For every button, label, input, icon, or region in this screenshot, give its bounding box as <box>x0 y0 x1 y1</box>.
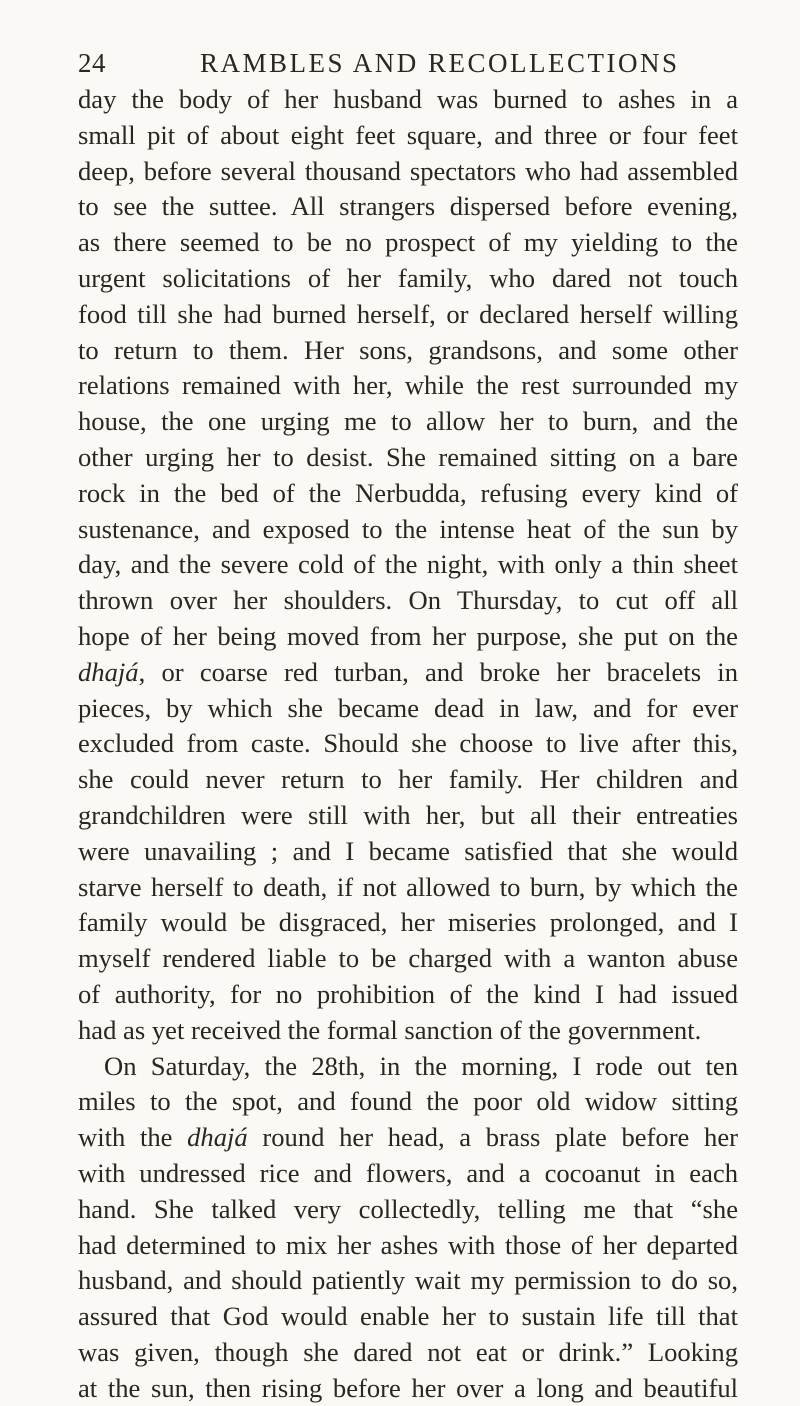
text-line: she could never return to her family. Her children and <box>78 764 738 795</box>
text-line: day the body of her husband was burned to ashes in a <box>78 84 738 114</box>
text-line: as there seemed to be no prospect of my yielding to the <box>78 227 738 258</box>
text-line: thrown over her shoulders. On Thursday, to cut off all <box>78 585 738 616</box>
running-head: RAMBLES AND RECOLLECTIONS <box>200 48 680 78</box>
text-line: husband, and should patiently wait my permission to do so, <box>78 1265 738 1296</box>
text-line-segment: , or coarse red turban, and broke her bracelets in <box>138 656 738 687</box>
text-line-segment: round her head, a brass plate before her <box>247 1122 738 1153</box>
text-line: pieces, by which she became dead in law, and for ever <box>78 692 738 723</box>
text-line: house, the one urging me to allow her to burn, and the <box>78 406 738 437</box>
text-line: had determined to mix her ashes with those of her departed <box>78 1229 738 1260</box>
text-line: urgent solicitations of her family, who dared not touch <box>78 262 738 293</box>
italic-term: dhajá <box>187 1122 248 1153</box>
italic-term: dhajá <box>78 656 139 687</box>
text-line: family would be disgraced, her miseries prolonged, and I <box>78 907 738 938</box>
text-line: assured that God would enable her to sustain life till that <box>78 1301 738 1332</box>
text-line: starve herself to death, if not allowed to burn, by which the <box>78 871 738 902</box>
page-number: 24 <box>78 48 106 78</box>
text-line: were unavailing ; and I became satisfied that she would <box>78 835 738 866</box>
text-line: day, and the severe cold of the night, with only a thin sheet <box>78 549 738 580</box>
text-line: relations remained with her, while the rest surrounded my <box>78 370 738 401</box>
text-line-segment: with the <box>78 1122 188 1153</box>
text-line: at the sun, then rising before her over a long and beautiful <box>78 1372 738 1403</box>
text-line: other urging her to desist. She remained sitting on a bare <box>78 441 738 472</box>
text-line: On Saturday, the 28th, in the morning, I rode out ten <box>104 1050 738 1081</box>
text-line: food till she had burned herself, or declared herself willing <box>78 298 738 329</box>
text-line: with undressed rice and flowers, and a cocoanut in each <box>78 1157 738 1188</box>
text-line: of authority, for no prohibition of the kind I had issued <box>78 978 738 1009</box>
body-text <box>78 82 738 1406</box>
text-line: deep, before several thousand spectators who had assembled <box>78 155 738 186</box>
text-line: grandchildren were still with her, but all their entreaties <box>78 799 738 830</box>
text-line: to return to them. Her sons, grandsons, and some other <box>78 334 738 365</box>
text-line: myself rendered liable to be charged with a wanton abuse <box>78 943 738 974</box>
text-line <box>78 655 738 691</box>
text-line: hope of her being moved from her purpose, she put on the <box>78 620 738 651</box>
text-line: hand. She talked very collectedly, telling me that “she <box>78 1193 738 1224</box>
text-line <box>78 1120 738 1156</box>
text-line: had as yet received the formal sanction of the government. <box>78 1014 702 1045</box>
text-line: small pit of about eight feet square, and three or four feet <box>78 119 738 150</box>
text-line: was given, though she dared not eat or drink.” Looking <box>78 1336 738 1367</box>
text-line: sustenance, and exposed to the intense heat of the sun by <box>78 513 738 544</box>
text-line: excluded from caste. Should she choose to live after this, <box>78 728 738 759</box>
text-line: to see the suttee. All strangers dispersed before evening, <box>78 191 738 222</box>
text-line: miles to the spot, and found the poor old widow sitting <box>78 1086 738 1117</box>
text-line: rock in the bed of the Nerbudda, refusing every kind of <box>78 477 738 508</box>
